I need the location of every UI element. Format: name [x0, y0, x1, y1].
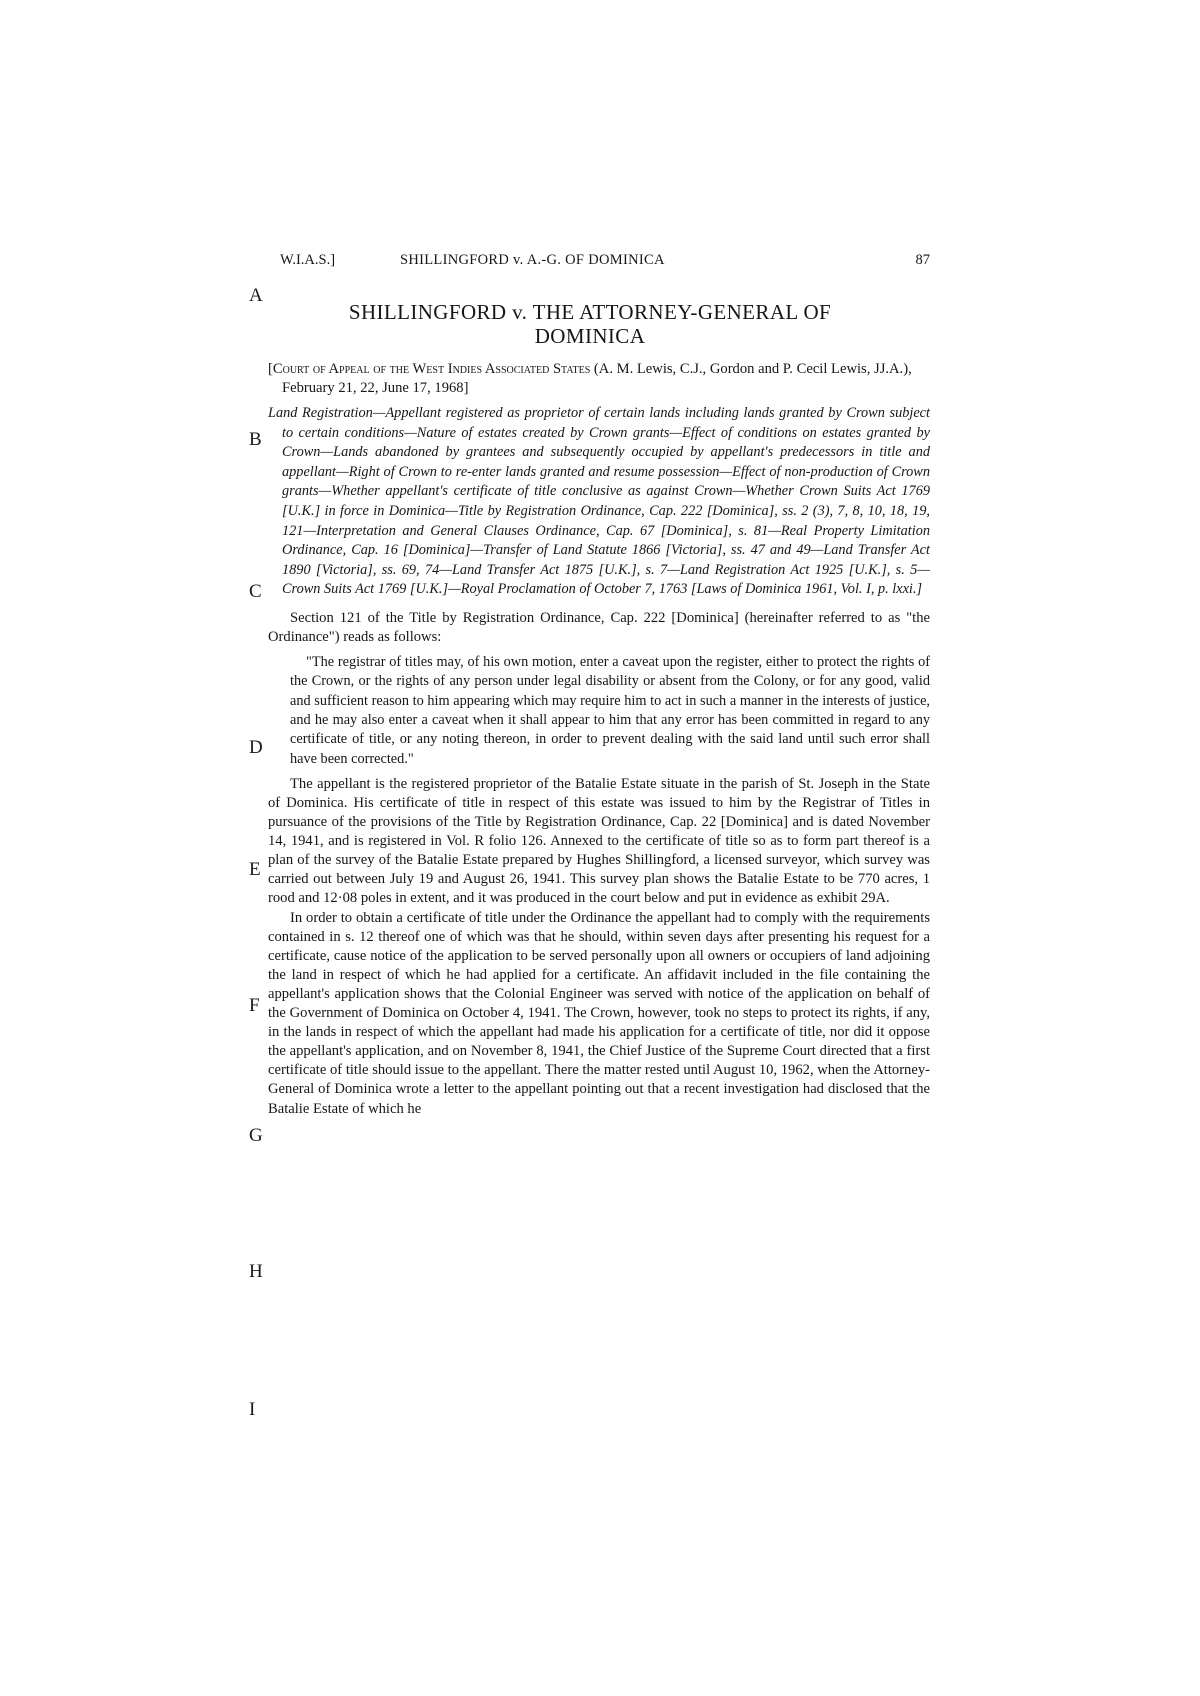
case-title: SHILLINGFORD v. THE ATTORNEY-GENERAL OF DOMINICA [348, 300, 832, 348]
court-info-details: (A. M. Lewis, C.J., Gordon and P. Cecil Lewis, JJ.A.), February 21, 22, June 17, 1968] [282, 361, 912, 396]
margin-letter-a: A [249, 285, 263, 306]
court-info-open-bracket: [ [268, 361, 273, 377]
running-head-reporter: W.I.A.S.] [280, 252, 336, 268]
margin-letter-e: E [249, 859, 261, 880]
margin-letter-h: H [249, 1261, 263, 1282]
margin-letter-f: F [249, 995, 260, 1016]
margin-letter-g: G [249, 1125, 263, 1146]
running-head-case: SHILLINGFORD v. A.-G. OF DOMINICA [400, 252, 665, 268]
intro-paragraph: Section 121 of the Title by Registration Ordinance, Cap. 222 [Dominica] (hereinafter referred to as "the Ordinance") reads as follows: [268, 609, 930, 646]
running-head [280, 252, 930, 272]
statute-quote: "The registrar of titles may, of his own motion, enter a caveat upon the register, either to protect the rights of the Crown, or the rights of any person under legal disability or absent from the Colony, or for any good, valid and sufficient reason to him appearing which may require him to act in such a manner in the interests of justice, and he may also enter a caveat when it shall appear to him that any error has been committed in regard to any certificate of title, or any noting thereon, in order to prevent dealing with the said land until such error shall have been corrected." [290, 654, 930, 767]
headnote: Land Registration—Appellant registered as proprietor of certain lands including lands granted by Crown subject to certain conditions—Nature of estates created by Crown grants—Effect of conditions on estates granted by Crown—Lands abandoned by grantees and subsequently occupied by appellant's predecessors in title and appellant—Right of Crown to re-enter lands granted and resume possession—Effect of non-production of Crown grants—Whether appellant's certificate of title conclusive as against Crown—Whether Crown Suits Act 1769 [U.K.] in force in Dominica—Title by Registration Ordinance, Cap. 222 [Dominica], ss. 2 (3), 7, 8, 10, 18, 19, 121—Interpretation and General Clauses Ordinance, Cap. 67 [Dominica], s. 81—Real Property Limitation Ordinance, Cap. 16 [Dominica]—Transfer of Land Statute 1866 [Victoria], ss. 47 and 49—Land Transfer Act 1890 [Victoria], ss. 69, 74—Land Transfer Act 1875 [U.K.], s. 7—Land Registration Act 1925 [U.K.], s. 5—Crown Suits Act 1769 [U.K.]—Royal Proclamation of October 7, 1763 [Laws of Dominica 1961, Vol. I, p. lxxi.] [268, 405, 930, 598]
page-number: 87 [915, 252, 930, 268]
court-info [268, 360, 930, 398]
page-content [268, 300, 930, 1119]
margin-letter-b: B [249, 429, 262, 450]
margin-letter-c: C [249, 581, 262, 602]
margin-letter-d: D [249, 737, 263, 758]
margin-letter-i: I [249, 1399, 256, 1420]
body-paragraph-1: The appellant is the registered proprietor of the Batalie Estate situate in the parish of St. Joseph in the State of Dominica. His certificate of title in respect of this estate was issued to him by the Registrar of Titles in pursuance of the provisions of the Title by Registration Ordinance, Cap. 22 [Dominica] and is dated November 14, 1941, and is registered in Vol. R folio 126. Annexed to the certificate of title so as to form part thereof is a plan of the survey of the Batalie Estate prepared by Hughes Shillingford, a licensed surveyor, which survey was carried out between July 19 and August 26, 1941. This survey plan shows the Batalie Estate to be 770 acres, 1 rood and 12·08 poles in extent, and it was produced in the court below and put in evidence as exhibit 29A. [268, 775, 930, 907]
court-name: Court of Appeal of the West Indies Associated States [272, 361, 591, 377]
body-paragraph-2: In order to obtain a certificate of title under the Ordinance the appellant had to comply with the requirements contained in s. 12 thereof one of which was that he should, within seven days after presenting his request for a certificate, cause notice of the application to be served personally upon all owners or occupiers of land adjoining the land in respect of which he had applied for a certificate. An affidavit included in the file containing the appellant's application shows that the Colonial Engineer was served with notice of the application on behalf of the Government of Dominica on October 4, 1941. The Crown, however, took no steps to protect its rights, if any, in the lands in respect of which the appellant had made his application for a certificate of title, nor did it oppose the appellant's application, and on November 8, 1941, the Chief Justice of the Supreme Court directed that a first certificate of title should issue to the appellant. There the matter rested until August 10, 1962, when the Attorney-General of Dominica wrote a letter to the appellant pointing out that a recent investigation had disclosed that the Batalie Estate of which he [268, 909, 930, 1117]
